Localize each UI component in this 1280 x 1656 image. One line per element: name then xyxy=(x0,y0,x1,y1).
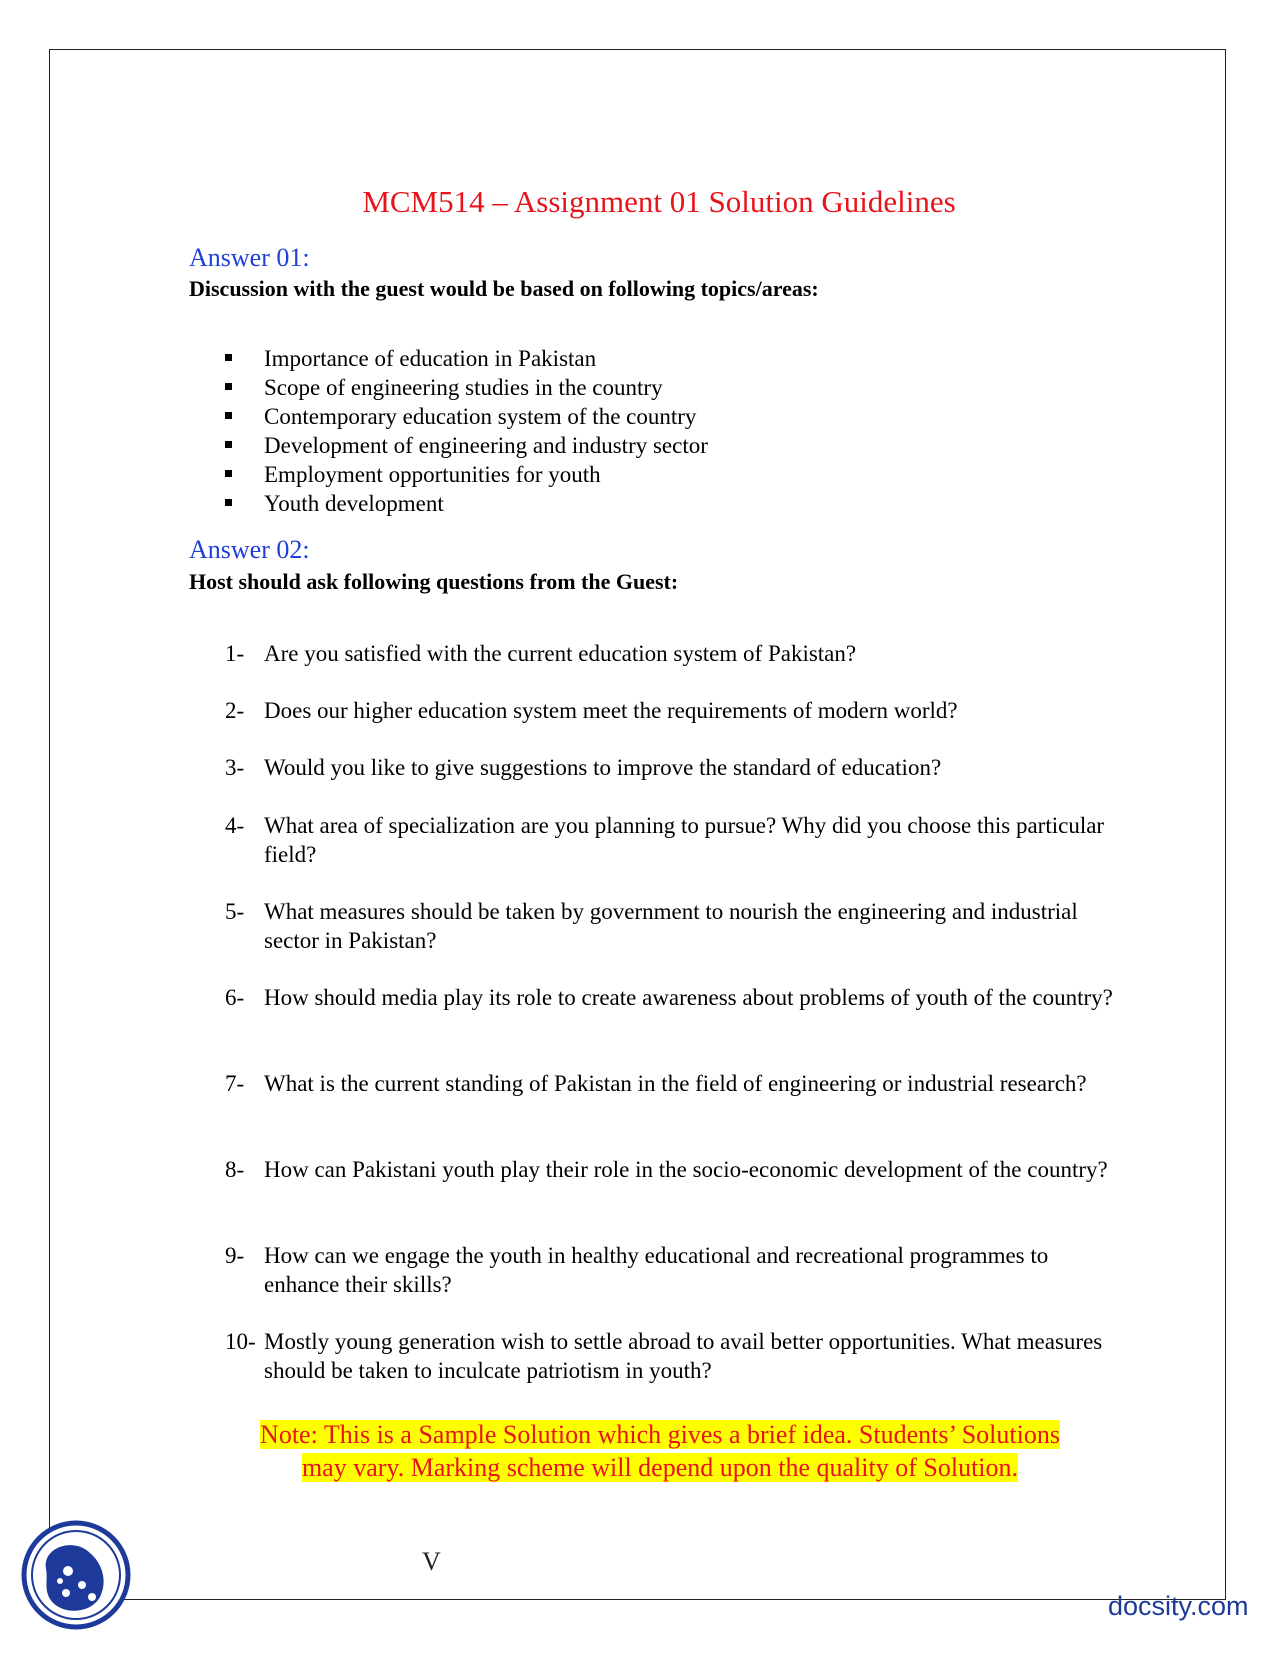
answer-01-lead: Discussion with the guest would be based on following topics/areas: xyxy=(189,276,819,301)
footer-mark: V xyxy=(422,1547,441,1576)
bullet-icon xyxy=(225,383,232,390)
question-number: 2- xyxy=(225,698,245,723)
list-item: Scope of engineering studies in the country xyxy=(222,373,708,402)
question-text: What area of specialization are you planning to pursue? Why did you choose this particular field? xyxy=(264,813,1105,867)
bullet-icon xyxy=(225,441,232,448)
question-text: Mostly young generation wish to settle abroad to avail better opportunities. What measures should be taken to inculcate patriotism in youth? xyxy=(264,1329,1103,1383)
question-number: 9- xyxy=(225,1243,245,1268)
answer-02-lead: Host should ask following questions from the Guest: xyxy=(189,569,679,594)
question-text: Does our higher education system meet the requirements of modern world? xyxy=(264,698,958,723)
question-text: What measures should be taken by government to nourish the engineering and industrial sector in Pakistan? xyxy=(264,899,1078,953)
question-number: 8- xyxy=(225,1157,245,1182)
list-item: Youth development xyxy=(222,489,708,518)
question-number: 3- xyxy=(225,755,245,780)
question-number: 4- xyxy=(225,813,245,838)
question-number: 1- xyxy=(225,641,245,666)
list-item: Importance of education in Pakistan xyxy=(222,344,708,373)
question-text: How can we engage the youth in healthy educational and recreational programmes to enhance their skills? xyxy=(264,1243,1049,1297)
question-text: How should media play its role to create awareness about problems of youth of the country? xyxy=(264,985,1113,1010)
list-item: Employment opportunities for youth xyxy=(222,460,708,489)
bullet-icon xyxy=(225,470,232,477)
question-text: Are you satisfied with the current education system of Pakistan? xyxy=(264,641,857,666)
page-title: MCM514 – Assignment 01 Solution Guidelines xyxy=(362,184,956,219)
sample-solution-note xyxy=(120,1418,1200,1484)
topic-list xyxy=(222,344,708,518)
docsity-brand[interactable]: docsity.com xyxy=(1108,1591,1249,1621)
note-line-2: may vary. Marking scheme will depend upon the quality of Solution. xyxy=(301,1453,1019,1482)
answer-01-heading: Answer 01: xyxy=(189,243,310,272)
question-text: Would you like to give suggestions to improve the standard of education? xyxy=(264,755,942,780)
list-item: Development of engineering and industry sector xyxy=(222,431,708,460)
docsity-logo-icon xyxy=(20,1519,132,1631)
bullet-icon xyxy=(225,412,232,419)
question-text: How can Pakistani youth play their role in the socio-economic development of the country? xyxy=(264,1157,1108,1182)
question-number: 10- xyxy=(225,1329,256,1354)
bullet-icon xyxy=(225,499,232,506)
question-number: 5- xyxy=(225,899,245,924)
answer-02-heading: Answer 02: xyxy=(189,535,310,564)
question-number: 7- xyxy=(225,1071,245,1096)
question-text: What is the current standing of Pakistan in the field of engineering or industrial research? xyxy=(264,1071,1087,1096)
list-item: Contemporary education system of the country xyxy=(222,402,708,431)
question-number: 6- xyxy=(225,985,245,1010)
bullet-icon xyxy=(225,354,232,361)
note-line-1: Note: This is a Sample Solution which gives a brief idea. Students’ Solutions xyxy=(260,1420,1060,1449)
